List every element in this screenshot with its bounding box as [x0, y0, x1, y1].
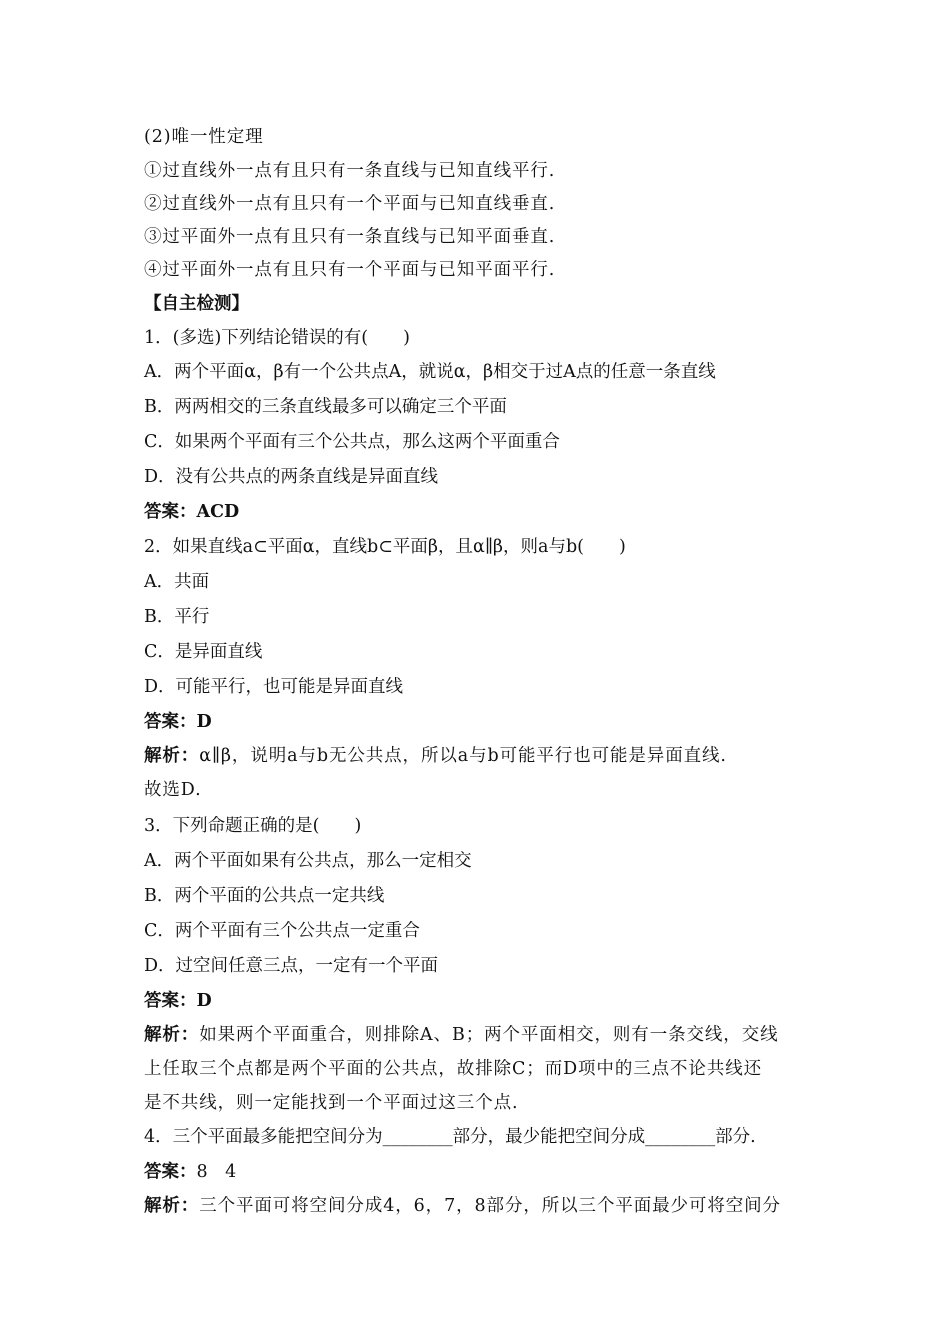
analysis-label: 解析： [144, 1025, 200, 1045]
theorem-heading: (2)唯一性定理 [144, 127, 264, 147]
theorem-item-2: ②过直线外一点有且只有一个平面与已知直线垂直. [144, 194, 556, 214]
q3-stem: 3．下列命题正确的是( ) [144, 816, 362, 836]
q4-analysis-line [144, 1195, 781, 1217]
q4-answer [144, 1161, 236, 1183]
analysis-label: 解析： [144, 746, 200, 766]
q2-analysis-line [144, 745, 727, 767]
answer-label: 答案： [144, 1162, 197, 1182]
q2-option-a: A．共面 [144, 572, 210, 592]
q2-option-c: C．是异面直线 [144, 642, 263, 662]
theorem-item-4: ④过平面外一点有且只有一个平面与已知平面平行. [144, 260, 556, 280]
q3-option-a: A．两个平面如果有公共点，那么一定相交 [144, 851, 472, 871]
theorem-item-3: ③过平面外一点有且只有一条直线与已知平面垂直. [144, 227, 556, 247]
theorem-item-1: ①过直线外一点有且只有一条直线与已知直线平行. [144, 161, 556, 181]
q3-analysis-line [144, 1024, 779, 1046]
q1-option-d: D．没有公共点的两条直线是异面直线 [144, 467, 439, 487]
analysis-text: 三个平面可将空间分成4，6，7，8部分，所以三个平面最少可将空间分 [199, 1196, 781, 1216]
q2-option-d: D．可能平行，也可能是异面直线 [144, 677, 404, 697]
q2-option-b: B．平行 [144, 607, 210, 627]
answer-value: 8 4 [196, 1162, 237, 1182]
answer-value: D [196, 991, 212, 1011]
q3-option-d: D．过空间任意三点，一定有一个平面 [144, 956, 439, 976]
answer-label: 答案： [144, 712, 197, 732]
q1-option-a: A．两个平面α，β有一个公共点A，就说α，β相交于过A点的任意一条直线 [144, 362, 716, 382]
answer-value: ACD [196, 502, 240, 522]
q3-option-c: C．两个平面有三个公共点一定重合 [144, 921, 420, 941]
section-title: 【自主检测】 [144, 294, 249, 314]
q1-answer [144, 501, 239, 523]
q3-analysis-line: 是不共线，则一定能找到一个平面过这三个点. [144, 1093, 519, 1113]
q2-analysis-line: 故选D. [144, 780, 202, 800]
answer-label: 答案： [144, 502, 197, 522]
analysis-text: α∥β，说明a与b无公共点，所以a与b可能平行也可能是异面直线. [199, 746, 727, 766]
q3-answer [144, 990, 212, 1012]
q1-option-c: C．如果两个平面有三个公共点，那么这两个平面重合 [144, 432, 560, 452]
q1-option-b: B．两两相交的三条直线最多可以确定三个平面 [144, 397, 507, 417]
q2-stem: 2．如果直线a⊂平面α，直线b⊂平面β，且α∥β，则a与b( ) [144, 537, 626, 557]
answer-label: 答案： [144, 991, 197, 1011]
q3-option-b: B．两个平面的公共点一定共线 [144, 886, 385, 906]
analysis-label: 解析： [144, 1196, 200, 1216]
q1-stem: 1．(多选)下列结论错误的有( ) [144, 328, 410, 348]
q4-stem: 4．三个平面最多能把空间分为________部分，最少能把空间分成________部分. [144, 1127, 756, 1147]
q2-answer [144, 711, 212, 733]
q3-analysis-line: 上任取三个点都是两个平面的公共点，故排除C；而D项中的三点不论共线还 [144, 1059, 763, 1079]
analysis-text: 如果两个平面重合，则排除A、B；两个平面相交，则有一条交线，交线 [199, 1025, 779, 1045]
answer-value: D [196, 712, 212, 732]
